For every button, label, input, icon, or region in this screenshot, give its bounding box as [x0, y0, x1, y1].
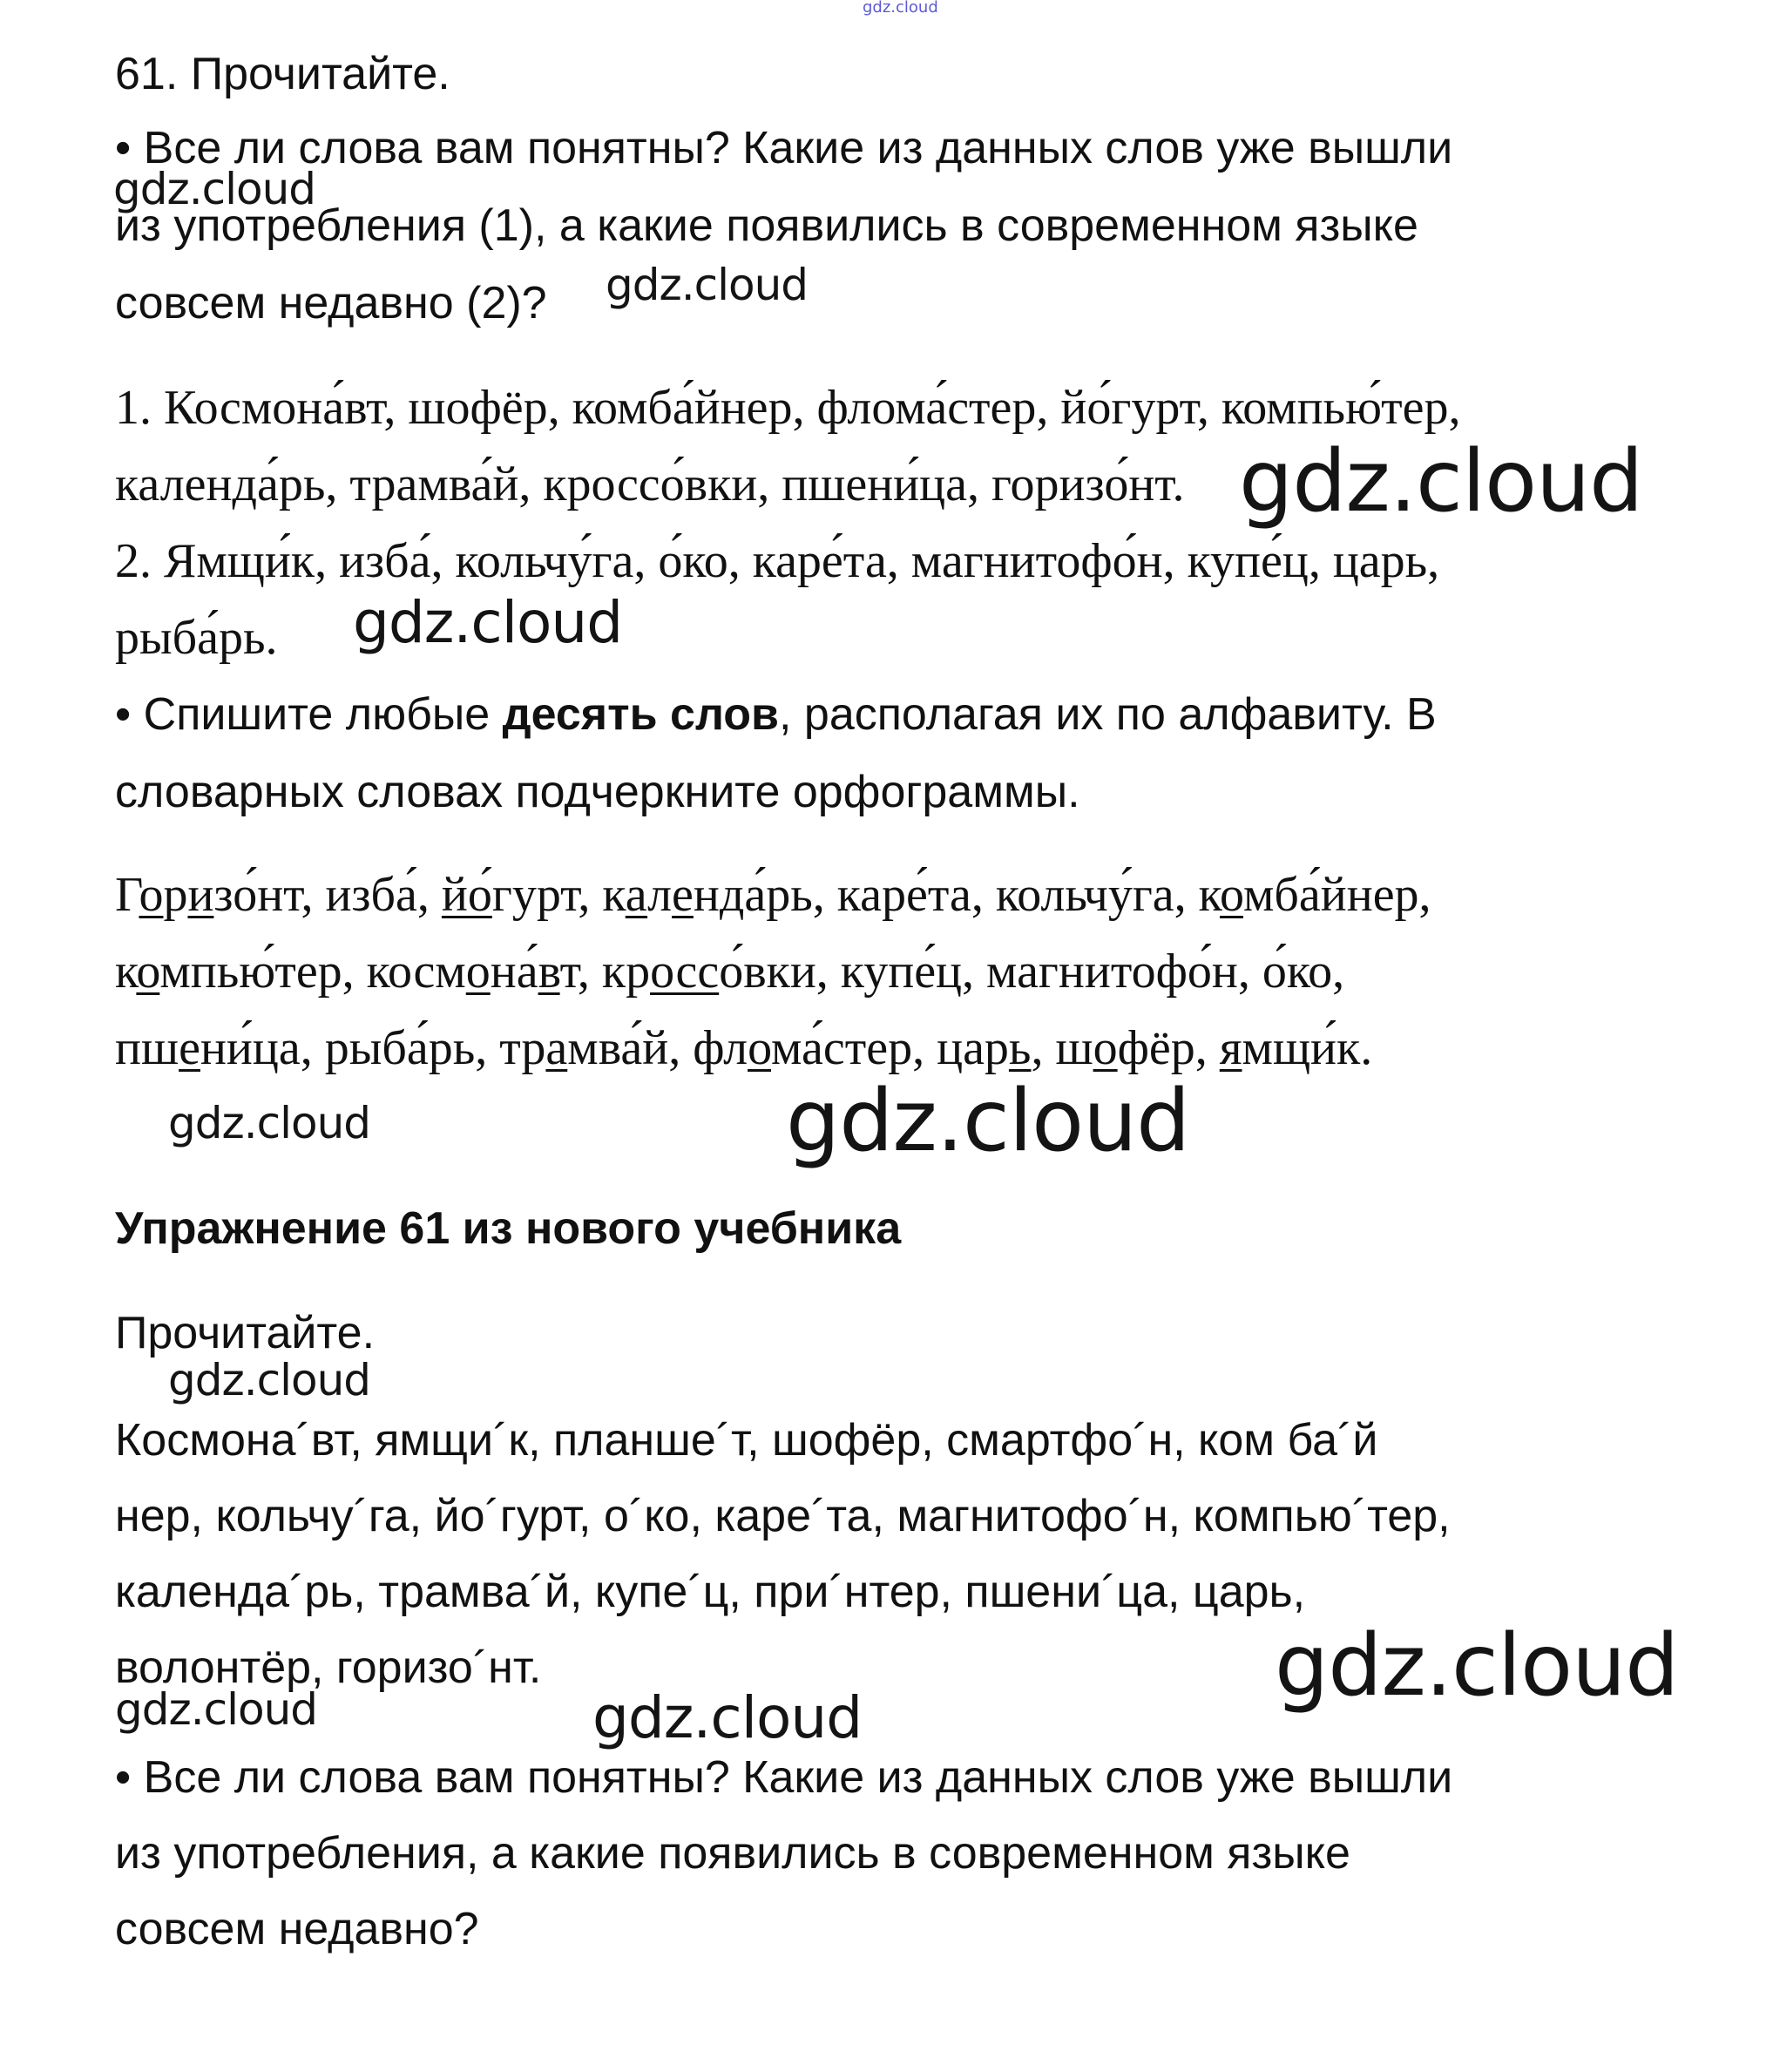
- watermark-6: gdz.cloud: [786, 1072, 1190, 1171]
- answer-line-1: Горизо́нт, изба́, йо́гурт, календа́рь, каре́та, кольчу́га, комба́йнер,: [115, 868, 1431, 922]
- watermark-7: gdz.cloud: [168, 1355, 371, 1405]
- new-words-line-3: календа´рь, трамва´й, купе´ц, при´нтер, пшени´ца, царь,: [115, 1567, 1306, 1617]
- new-question-line-1: • Все ли слова вам понятны? Какие из данных слов уже вышли: [115, 1752, 1453, 1803]
- task-text-post: , располагая их по алфавиту. В: [779, 689, 1437, 740]
- answer-line-3: пшени́ца, рыба́рь, трамва́й, флома́стер, царь, шофёр, ямщи́к.: [115, 1021, 1373, 1075]
- watermark-10: gdz.cloud: [592, 1684, 863, 1751]
- question-line-2: из употребления (1), а какие появились в современном языке: [115, 200, 1418, 251]
- word-list-2-line-2: рыба́рь.: [115, 611, 278, 665]
- new-words-line-4: волонтёр, горизо´нт.: [115, 1642, 542, 1693]
- watermark-2: gdz.cloud: [606, 260, 809, 310]
- read-instruction: Прочитайте.: [115, 1308, 376, 1358]
- task-line-1: [115, 688, 1437, 741]
- new-words-line-1: Космона´вт, ямщи´к, планше´т, шофёр, смартфо´н, ком ба´й: [115, 1415, 1378, 1466]
- word-list-2-line-1: 2. Ямщи́к, изба́, кольчу́га, о́ко, каре́та, магнитофо́н, купе́ц, царь,: [115, 534, 1440, 588]
- watermark-8: gdz.cloud: [1275, 1616, 1679, 1716]
- watermark-1: gdz.cloud: [113, 164, 316, 214]
- answer-line-2: компью́тер, космона́вт, кроссо́вки, купе́ц, магнитофо́н, о́ко,: [115, 945, 1345, 999]
- watermark-3: gdz.cloud: [1239, 432, 1643, 532]
- section-heading: Упражнение 61 из нового учебника: [115, 1203, 902, 1254]
- task-text-bold: десять слов: [502, 689, 780, 740]
- question-line-1: • Все ли слова вам понятны? Какие из данных слов уже вышли: [115, 123, 1453, 173]
- watermark-4: gdz.cloud: [353, 589, 623, 656]
- task-text-pre: • Спишите любые: [115, 689, 503, 740]
- new-question-line-2: из употребления, а какие появились в современном языке: [115, 1828, 1350, 1879]
- exercise-title: 61. Прочитайте.: [115, 49, 450, 99]
- top-watermark: gdz.cloud: [863, 0, 938, 17]
- watermark-9: gdz.cloud: [115, 1684, 318, 1735]
- question-line-3: совсем недавно (2)?: [115, 278, 547, 328]
- task-line-2: словарных словах подчеркните орфограммы.: [115, 767, 1080, 817]
- new-question-line-3: совсем недавно?: [115, 1904, 479, 1954]
- word-list-1-line-1: 1. Космона́вт, шофёр, комба́йнер, флома́стер, йо́гурт, компью́тер,: [115, 381, 1461, 435]
- new-words-line-2: нер, кольчу´га, йо´гурт, о´ко, каре´та, магнитофо´н, компью´тер,: [115, 1491, 1451, 1541]
- word-list-1-line-2: календа́рь, трамва́й, кроссо́вки, пшени́ца, горизо́нт.: [115, 457, 1185, 511]
- watermark-5: gdz.cloud: [168, 1098, 371, 1148]
